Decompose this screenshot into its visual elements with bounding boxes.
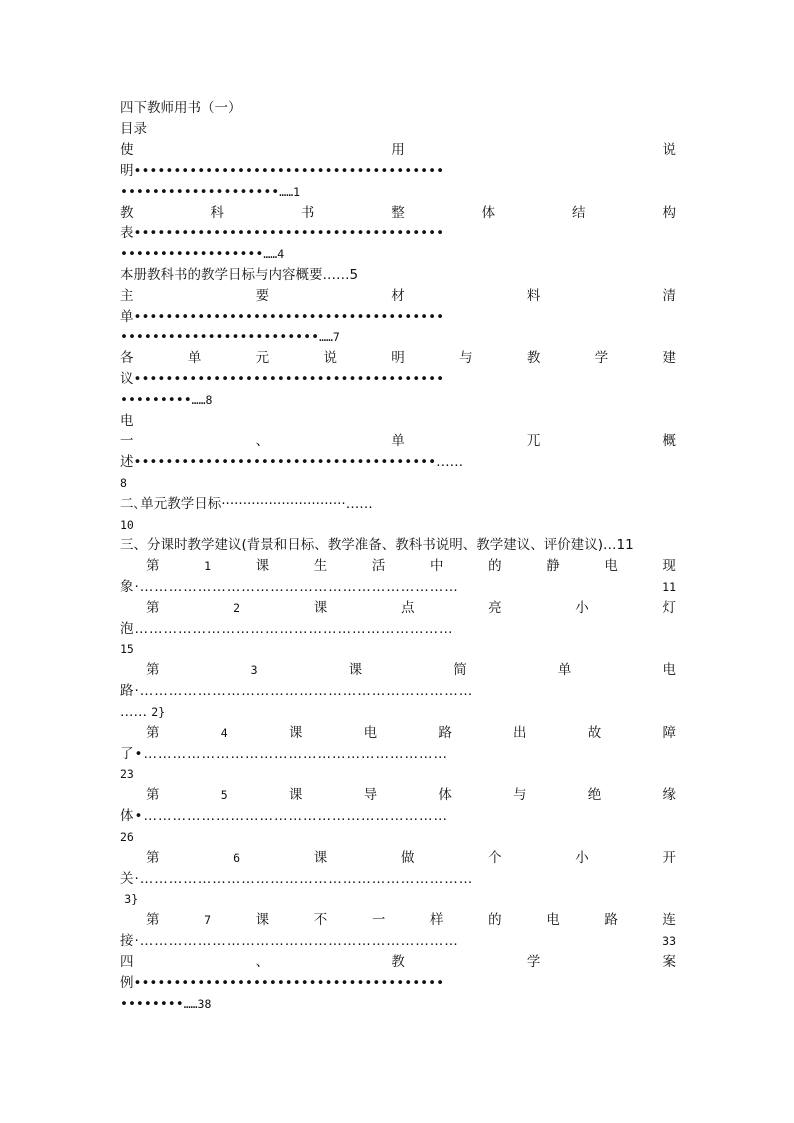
toc-entry-cases-line2: 例••••••••••••••••••••••••••••••••••••••• xyxy=(120,975,445,991)
toc-entry-structure-line1: 教 科 书 整 体 结 构 xyxy=(120,205,676,221)
toc-lesson-1-line1: 第 1 课 生 活 中 的 静 电 现 xyxy=(146,558,676,574)
toc-entry-overview-line2: 述••••••••••••••••••••••••••••••••••••••…… xyxy=(120,454,464,470)
page-number: 3} xyxy=(124,892,139,906)
page-number: 26 xyxy=(120,830,134,844)
toc-lesson-3-line3: …… 2} xyxy=(120,704,166,720)
toc-entry-structure-line2: 表••••••••••••••••••••••••••••••••••••••• xyxy=(120,225,445,241)
toc-entry-unit-advice-line1: 各 单 元 说 明 与 教 学 建 xyxy=(120,350,676,366)
toc-lesson-2-line1: 第 2 课 点 亮 小 灯 xyxy=(146,600,676,616)
toc-lesson-7-line1: 第 7 课 不 一 样 的 电 路 连 xyxy=(146,912,676,928)
toc-lesson-4-page xyxy=(120,764,676,784)
toc-entry-unit-label: 电 xyxy=(120,413,134,429)
page-number: ……4 xyxy=(263,247,285,261)
toc-entry-usage-line3: ••••••••••••••••••••……1 xyxy=(120,184,301,200)
document-title: 四下教师用书（一） xyxy=(120,100,242,116)
toc-entry-unit-goals-page xyxy=(120,515,676,535)
toc-lesson-4-line2: 了•……………………………………………………… xyxy=(120,746,448,762)
toc-heading: 目录 xyxy=(120,121,147,137)
toc-entry-cases-line1: 四 、 教 学 案 xyxy=(120,954,676,970)
toc-entry-goals: 本册教科书的教学日标与内容概要……5 xyxy=(120,267,359,283)
toc-entry-lesson-advice: 三、分课时教学建议(背景和日标、教学准备、教科书说明、教学建议、评价建议)…11 xyxy=(120,537,634,553)
toc-lesson-3-line1: 第 3 课 简 单 电 xyxy=(146,662,676,678)
toc-lesson-1-line2: 象·………………………………………………………… 11 xyxy=(120,579,676,595)
page-number: ……7 xyxy=(319,330,340,344)
toc-lesson-6-line1: 第 6 课 做 个 小 开 xyxy=(146,850,676,866)
page-number: 33 xyxy=(662,934,676,948)
toc-entry-overview-page xyxy=(120,473,676,493)
toc-entry-overview-line1: 一 、 单 兀 概 xyxy=(120,433,676,449)
toc-lesson-2-line2: 泡………………………………………………………… xyxy=(120,621,454,637)
page-number: 15 xyxy=(120,642,134,656)
toc-entry-materials-line2: 单••••••••••••••••••••••••••••••••••••••• xyxy=(120,309,445,325)
page-number: 2} xyxy=(151,705,166,719)
toc-lesson-6-page xyxy=(120,889,676,909)
toc-lesson-3-line2: 路·…………………………………………………………… xyxy=(120,683,474,699)
page-number: ……1 xyxy=(279,185,301,199)
toc-entry-materials-line1: 主 要 材 料 清 xyxy=(120,288,676,304)
toc-entry-usage-line2: 明••••••••••••••••••••••••••••••••••••••• xyxy=(120,163,445,179)
toc-lesson-4-line1: 第 4 课 电 路 出 故 障 xyxy=(146,725,676,741)
toc-entry-unit-goals: 二､单元教学日标·····························…… xyxy=(120,496,373,512)
toc-entry-cases-line3: ••••••••……38 xyxy=(120,996,212,1012)
toc-lesson-7-line2: 接·………………………………………………………… 33 xyxy=(120,933,676,949)
toc-entry-unit-advice-line3: •••••••••……8 xyxy=(120,392,213,408)
toc-lesson-5-line1: 第 5 课 导 体 与 绝 缘 xyxy=(146,787,676,803)
toc-lesson-5-line2: 体•……………………………………………………… xyxy=(120,808,448,824)
page-number: 11 xyxy=(662,580,676,594)
page-number: 23 xyxy=(120,767,134,781)
page-number: ……38 xyxy=(183,997,212,1011)
toc-entry-usage-line1: 使 用 说 xyxy=(120,142,676,158)
page-number: 8 xyxy=(120,476,127,490)
page-number: 10 xyxy=(120,518,134,532)
toc-entry-structure-line3: ••••••••••••••••••……4 xyxy=(120,246,285,262)
toc-entry-materials-line3: •••••••••••••••••••••••••……7 xyxy=(120,329,340,345)
toc-lesson-5-page xyxy=(120,827,676,847)
page-number: ……8 xyxy=(191,393,213,407)
toc-lesson-6-line2: 关·…………………………………………………………… xyxy=(120,871,474,887)
toc-lesson-2-page xyxy=(120,639,676,659)
toc-entry-unit-advice-line2: 议••••••••••••••••••••••••••••••••••••••• xyxy=(120,371,445,387)
